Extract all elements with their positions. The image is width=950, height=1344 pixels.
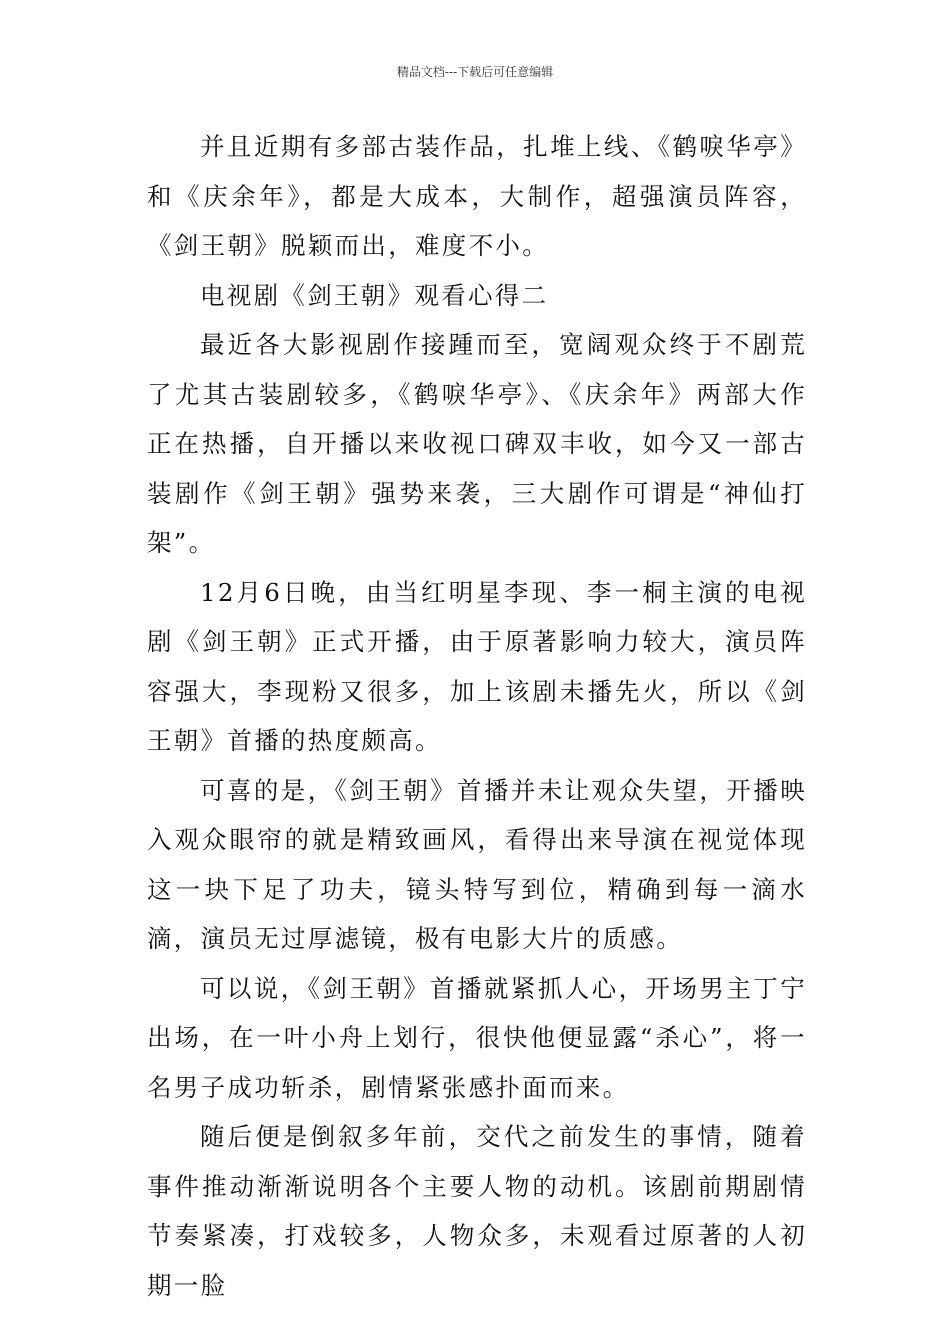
- paragraph: 并且近期有多部古装作品，扎堆上线、《鹤唳华亭》和《庆余年》，都是大成本，大制作，超强演员阵容，《剑王朝》脱颖而出，难度不小。: [147, 132, 807, 260]
- document-body: [147, 122, 807, 1310]
- paragraph: 12月6日晚，由当红明星李现、李一桐主演的电视剧《剑王朝》正式开播，由于原著影响力较大，演员阵容强大，李现粉又很多，加上该剧未播先火，所以《剑王朝》首播的热度颇高。: [147, 577, 807, 755]
- section-title: 电视剧《剑王朝》观看心得二: [200, 280, 549, 310]
- paragraph: 可喜的是，《剑王朝》首播并未让观众失望，开播映入观众眼帘的就是精致画风，看得出来导演在视觉体现这一块下足了功夫，镜头特写到位，精确到每一滴水滴，演员无过厚滤镜，极有电影大片的质感。: [147, 775, 807, 953]
- page-header: 精品文档---下载后可任意编辑: [396, 65, 554, 79]
- paragraph: 随后便是倒叙多年前，交代之前发生的事情，随着事件推动渐渐说明各个主要人物的动机。该剧前期剧情节奏紧凑，打戏较多，人物众多，未观看过原著的人初期一脸: [147, 1122, 807, 1300]
- paragraph: 最近各大影视剧作接踵而至，宽阔观众终于不剧荒了尤其古装剧较多，《鹤唳华亭》、《庆余年》两部大作正在热播，自开播以来收视口碑双丰收，如今又一部古装剧作《剑王朝》强势来袭，三大剧作可谓是“神仙打架”。: [147, 330, 807, 557]
- paragraph: 可以说，《剑王朝》首播就紧抓人心，开场男主丁宁出场，在一叶小舟上划行，很快他便显露“杀心”，将一名男子成功斩杀，剧情紧张感扑面而来。: [147, 973, 807, 1102]
